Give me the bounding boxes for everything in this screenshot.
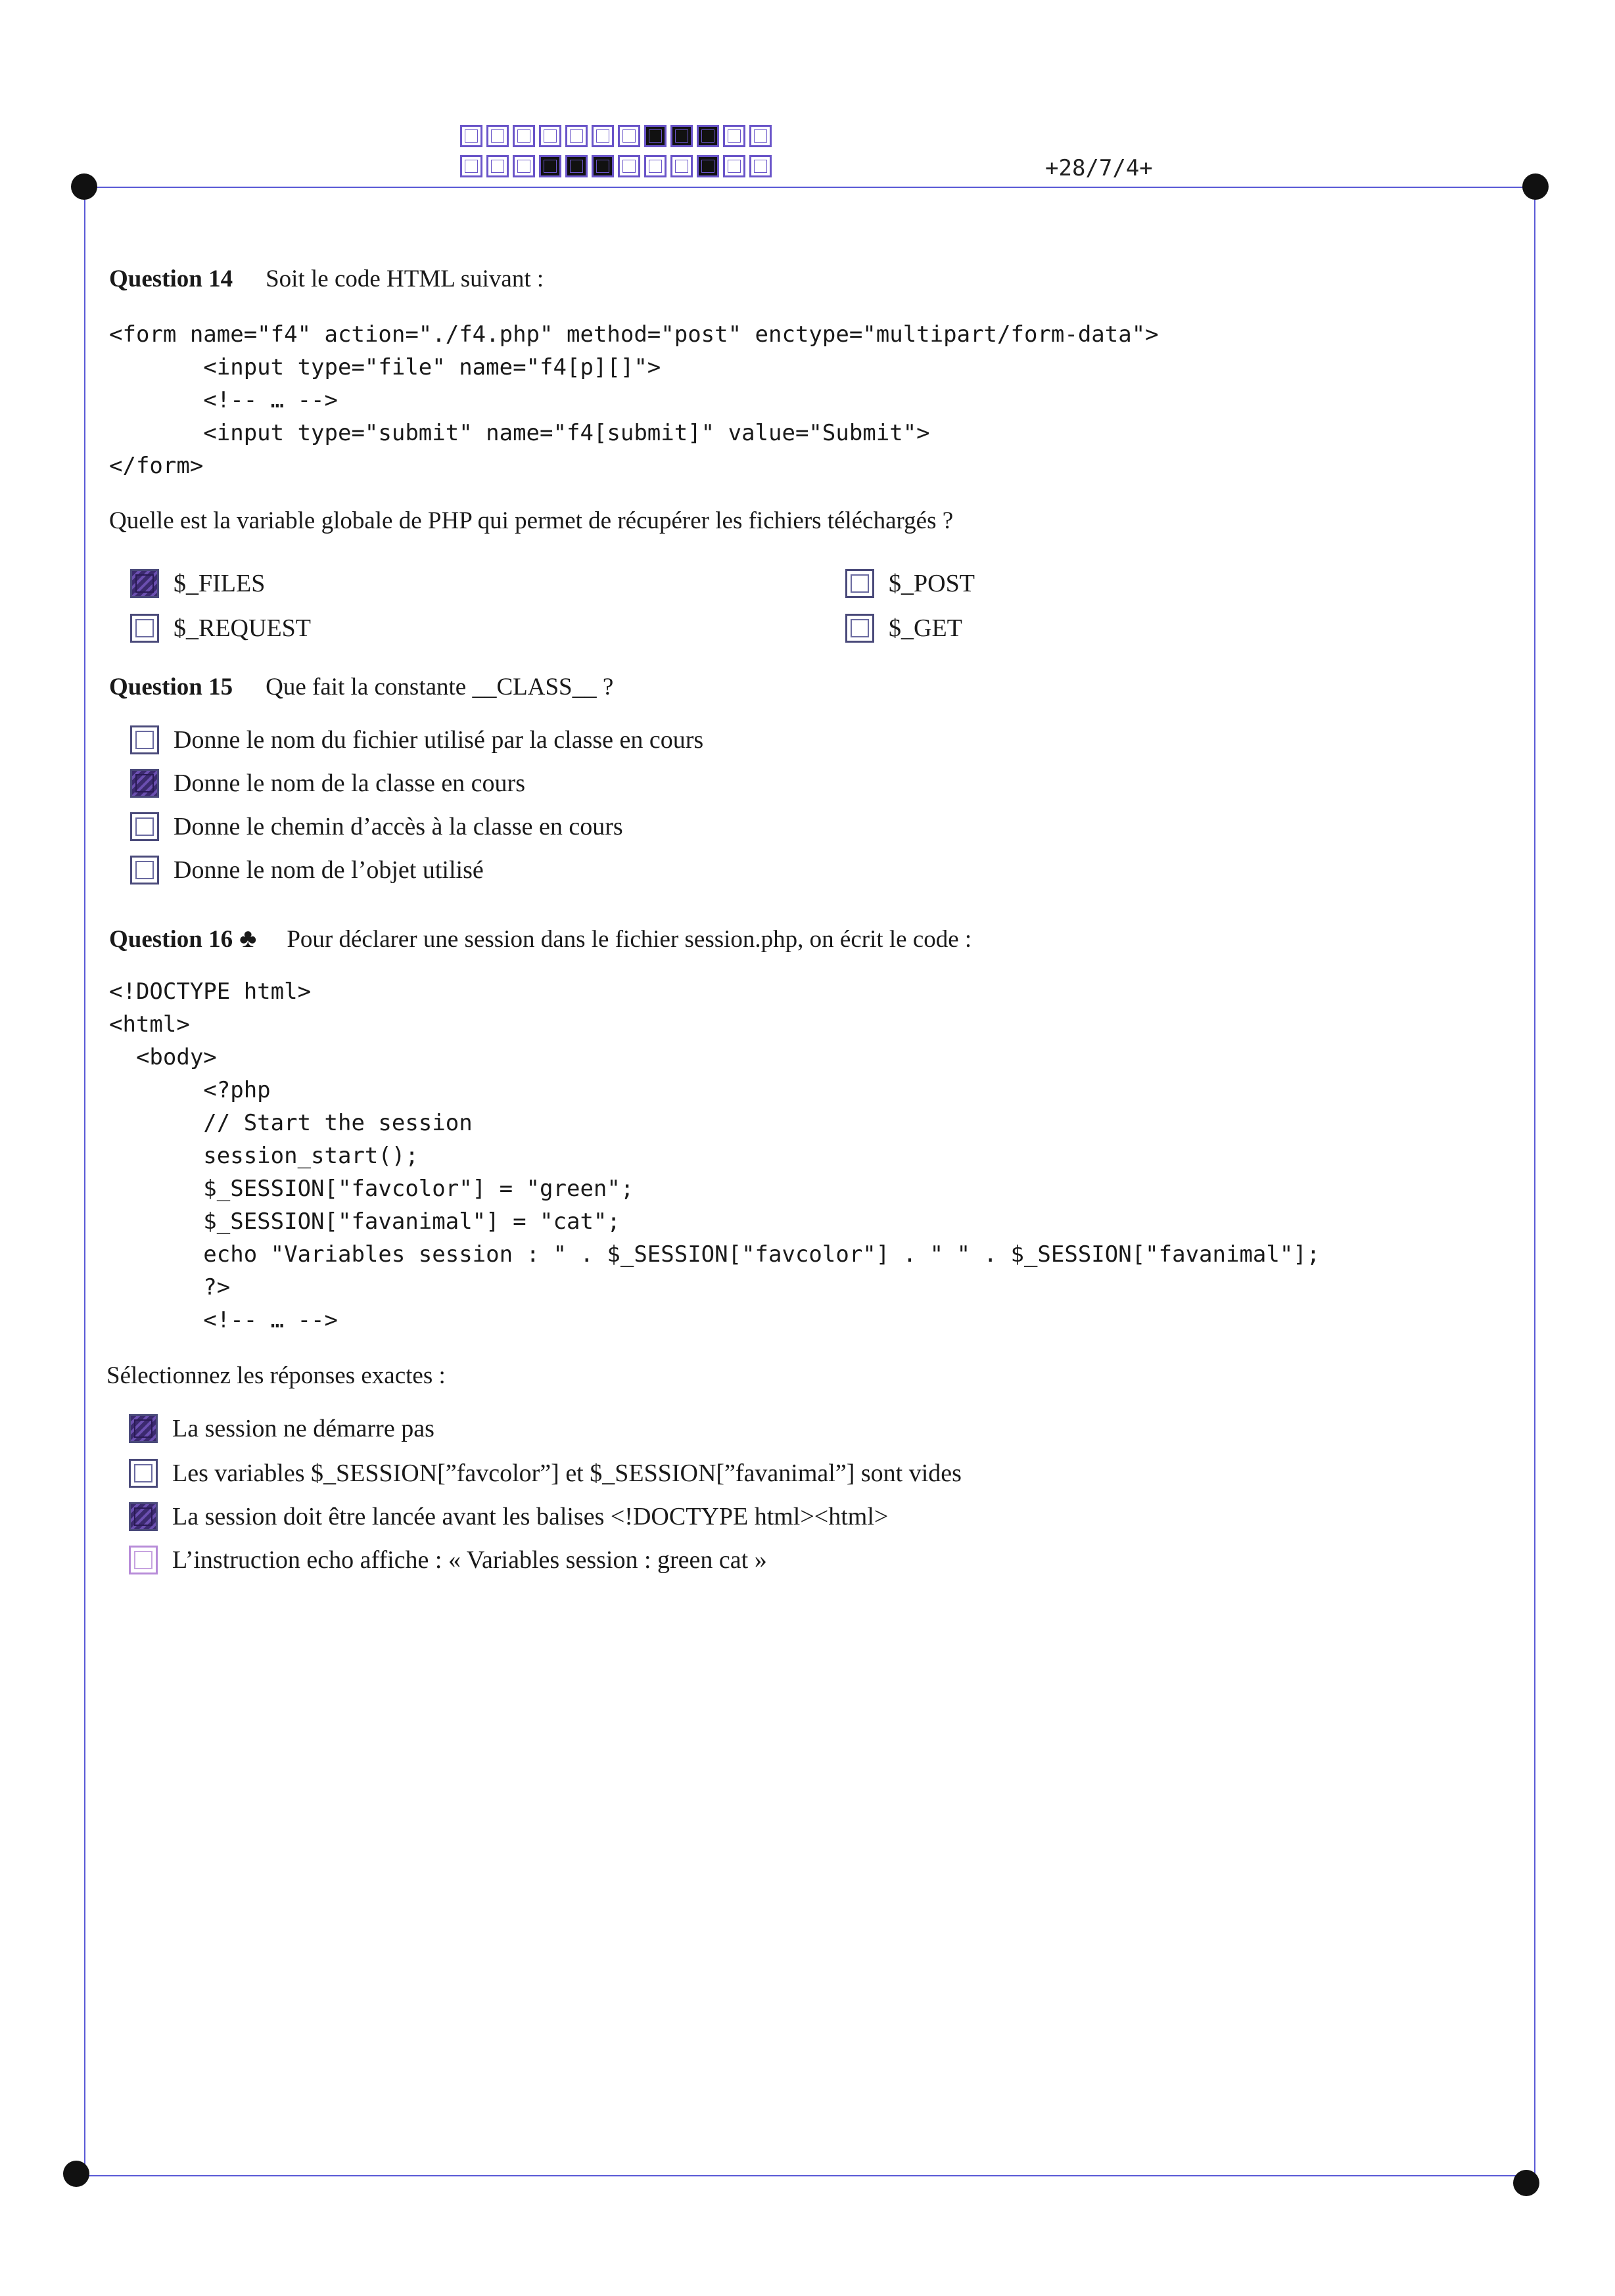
choice-label: Donne le chemin d’accès à la classe en cours bbox=[174, 813, 623, 840]
id-cell-filled bbox=[644, 125, 667, 147]
q14-choice-request[interactable] bbox=[130, 614, 311, 643]
id-cell-empty bbox=[723, 155, 745, 177]
checkbox[interactable] bbox=[129, 1546, 158, 1574]
choice-label: Donne le nom du fichier utilisé par la classe en cours bbox=[174, 726, 704, 754]
choice-label: $_REQUEST bbox=[174, 614, 311, 642]
checkbox[interactable] bbox=[130, 812, 159, 841]
checkbox[interactable] bbox=[130, 614, 159, 643]
corner-marker-bottom-right bbox=[1513, 2170, 1539, 2196]
id-cell-filled bbox=[565, 155, 588, 177]
choice-label: Les variables $_SESSION[”favcolor”] et $_SESSION[”favanimal”] sont vides bbox=[172, 1459, 962, 1487]
question-14-heading bbox=[109, 265, 544, 293]
corner-marker-bottom-left bbox=[63, 2161, 89, 2187]
id-cell-empty bbox=[513, 125, 535, 147]
id-cell-empty bbox=[460, 125, 482, 147]
frame-top-line bbox=[85, 187, 1535, 188]
checkbox[interactable] bbox=[845, 569, 874, 598]
q15-choice-2[interactable] bbox=[130, 769, 525, 798]
checkbox-checked[interactable] bbox=[130, 769, 159, 798]
choice-label: Donne le nom de la classe en cours bbox=[174, 769, 525, 797]
checkbox[interactable] bbox=[129, 1459, 158, 1488]
corner-marker-top-right bbox=[1522, 173, 1549, 200]
question-16-text: Pour déclarer une session dans le fichier session.php, on écrit le code : bbox=[287, 926, 972, 953]
checkbox[interactable] bbox=[130, 856, 159, 884]
question-16-label: Question 16 bbox=[109, 926, 233, 953]
id-cell-empty bbox=[644, 155, 667, 177]
question-14-text: Soit le code HTML suivant : bbox=[266, 265, 544, 292]
id-cell-empty bbox=[749, 155, 772, 177]
question-14-code: <form name="f4" action="./f4.php" method="post" enctype="multipart/form-data"> <input type="file" name="f4[p][]"> <!-- … --> <input type="submit" name="f4[submit]" value="Submit"> </form> bbox=[109, 321, 1159, 479]
choice-label: La session ne démarre pas bbox=[172, 1415, 434, 1442]
question-16-statement: Sélectionnez les réponses exactes : bbox=[106, 1362, 446, 1389]
question-16-heading bbox=[109, 923, 971, 953]
q14-choice-files[interactable] bbox=[130, 569, 265, 598]
choice-label: L’instruction echo affiche : « Variables session : green cat » bbox=[172, 1546, 767, 1574]
id-cell-empty bbox=[486, 155, 509, 177]
club-icon: ♣ bbox=[239, 923, 257, 953]
q15-choice-3[interactable] bbox=[130, 812, 623, 841]
checkbox[interactable] bbox=[845, 614, 874, 643]
question-15-heading bbox=[109, 673, 613, 701]
id-code-row-1 bbox=[460, 125, 776, 147]
corner-marker-top-left bbox=[71, 173, 97, 200]
choice-label: $_FILES bbox=[174, 570, 266, 597]
q16-choice-1[interactable] bbox=[129, 1414, 434, 1443]
page-id: +28/7/4+ bbox=[1045, 155, 1153, 181]
checkbox-checked[interactable] bbox=[129, 1414, 158, 1443]
frame-right-line bbox=[1534, 187, 1535, 2175]
question-14-label: Question 14 bbox=[109, 265, 233, 292]
question-15-label: Question 15 bbox=[109, 674, 233, 700]
id-cell-empty bbox=[723, 125, 745, 147]
q16-choice-3[interactable] bbox=[129, 1502, 888, 1531]
id-cell-filled bbox=[697, 155, 719, 177]
frame-left-line bbox=[84, 187, 85, 2175]
id-cell-empty bbox=[565, 125, 588, 147]
id-code-row-2 bbox=[460, 155, 776, 177]
id-cell-empty bbox=[618, 125, 640, 147]
checkbox[interactable] bbox=[130, 725, 159, 754]
frame-bottom-line bbox=[78, 2175, 1528, 2176]
q16-choice-2[interactable] bbox=[129, 1459, 962, 1488]
choice-label: $_POST bbox=[889, 570, 975, 597]
id-cell-filled bbox=[670, 125, 693, 147]
question-15-text: Que fait la constante __CLASS__ ? bbox=[266, 674, 614, 700]
q15-choice-1[interactable] bbox=[130, 725, 703, 754]
choice-label: $_GET bbox=[889, 614, 962, 642]
id-cell-filled bbox=[539, 155, 561, 177]
choice-label: La session doit être lancée avant les balises <!DOCTYPE html><html> bbox=[172, 1503, 889, 1530]
id-cell-empty bbox=[513, 155, 535, 177]
q14-choice-get[interactable] bbox=[845, 614, 962, 643]
id-cell-empty bbox=[539, 125, 561, 147]
id-cell-empty bbox=[670, 155, 693, 177]
id-cell-empty bbox=[749, 125, 772, 147]
question-16-code: <!DOCTYPE html> <html> <body> <?php // Start the session session_start(); $_SESSION["favcolor"] = "green"; $_SESSION["favanimal"] = "cat"; echo "Variables session : " . $_SESSION["favcolor"] . " " . $_SESSION["favanimal"]; ?> <!-- … --> bbox=[109, 978, 1321, 1333]
choice-label: Donne le nom de l’objet utilisé bbox=[174, 856, 484, 884]
checkbox-checked[interactable] bbox=[130, 569, 159, 598]
id-cell-empty bbox=[618, 155, 640, 177]
id-cell-filled bbox=[592, 155, 614, 177]
id-cell-empty bbox=[592, 125, 614, 147]
q14-choice-post[interactable] bbox=[845, 569, 975, 598]
checkbox-checked[interactable] bbox=[129, 1502, 158, 1531]
q15-choice-4[interactable] bbox=[130, 856, 484, 884]
q16-choice-4[interactable] bbox=[129, 1546, 767, 1574]
question-14-statement: Quelle est la variable globale de PHP qui permet de récupérer les fichiers téléchargés ? bbox=[109, 507, 954, 534]
id-cell-empty bbox=[486, 125, 509, 147]
id-cell-empty bbox=[460, 155, 482, 177]
id-cell-filled bbox=[697, 125, 719, 147]
